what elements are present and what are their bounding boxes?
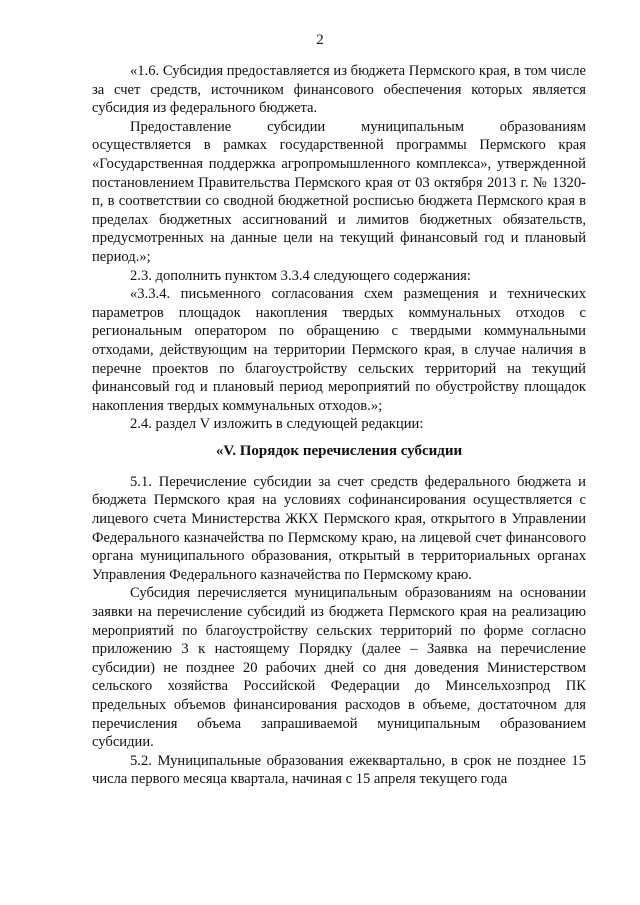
paragraph-2-3: 2.3. дополнить пунктом 3.3.4 следующего содержания: (130, 267, 471, 284)
section-heading: «V. Порядок перечисления субсидии (215, 442, 463, 459)
paragraph-3-3-4: «3.3.4. письменного согласования схем размещения и технических параметров площадок накопления твердых коммунальных отходов с региональным оператором по обращению с твердыми коммунальными отходами, действующим на территории Пермского края, в случае наличия в перечне проектов по благоустройству сельских территорий на текущий финансовый год и плановый период мероприятий по обустройству площадок накопления твердых коммунальных отходов.»; (92, 286, 586, 414)
paragraph-5-1: 5.1. Перечисление субсидии за счет средств федерального бюджета и бюджета Пермского края на условиях софинансирования осуществляется с лицевого счета Министерства ЖКХ Пермского края, открытого в Управлении Федерального казначейства по Пермскому краю, на лицевой счет финансового органа муниципального образования, открытый в территориальных органах Управления Федерального казначейства по Пермскому краю. (92, 473, 586, 583)
page-number: 2 (316, 32, 324, 48)
paragraph-1-6: «1.6. Субсидия предоставляется из бюджета Пермского края, в том числе за счет средств, источником финансового обеспечения которых является субсидия из федерального бюджета. (92, 63, 586, 117)
document-body (92, 62, 586, 789)
paragraph-5-2: 5.2. Муниципальные образования ежеквартально, в срок не позднее 15 числа первого месяца квартала, начиная с 15 апреля текущего года (92, 752, 586, 788)
paragraph-2-4: 2.4. раздел V изложить в следующей редакции: (130, 416, 424, 433)
paragraph-subsidy-provision: Предоставление субсидии муниципальным образованиям осуществляется в рамках государственной программы Пермского края «Государственная поддержка агропромышленного комплекса», утвержденной постановлением Правительства Пермского края от 03 октября 2013 г. № 1320-п, в соответствии со сводной бюджетной росписью бюджета Пермского края в пределах бюджетных ассигнований и лимитов бюджетных обязательств, предусмотренных на данные цели на текущий финансовый год и плановый период.»; (92, 118, 586, 265)
paragraph-subsidy-transfer: Субсидия перечисляется муниципальным образованиям на основании заявки на перечисление субсидий из бюджета Пермского края на реализацию мероприятий по благоустройству сельских территорий по форме согласно приложению 3 к настоящему Порядку (далее – Заявка на перечисление субсидии) не позднее 20 рабочих дней со дня доведения Министерством сельского хозяйства Российской Федерации до Минсельхозпрод ПК предельных объемов финансирования расходов в объеме, достаточном для перечисления объема запрашиваемой муниципальным образованием субсидии. (92, 585, 586, 751)
